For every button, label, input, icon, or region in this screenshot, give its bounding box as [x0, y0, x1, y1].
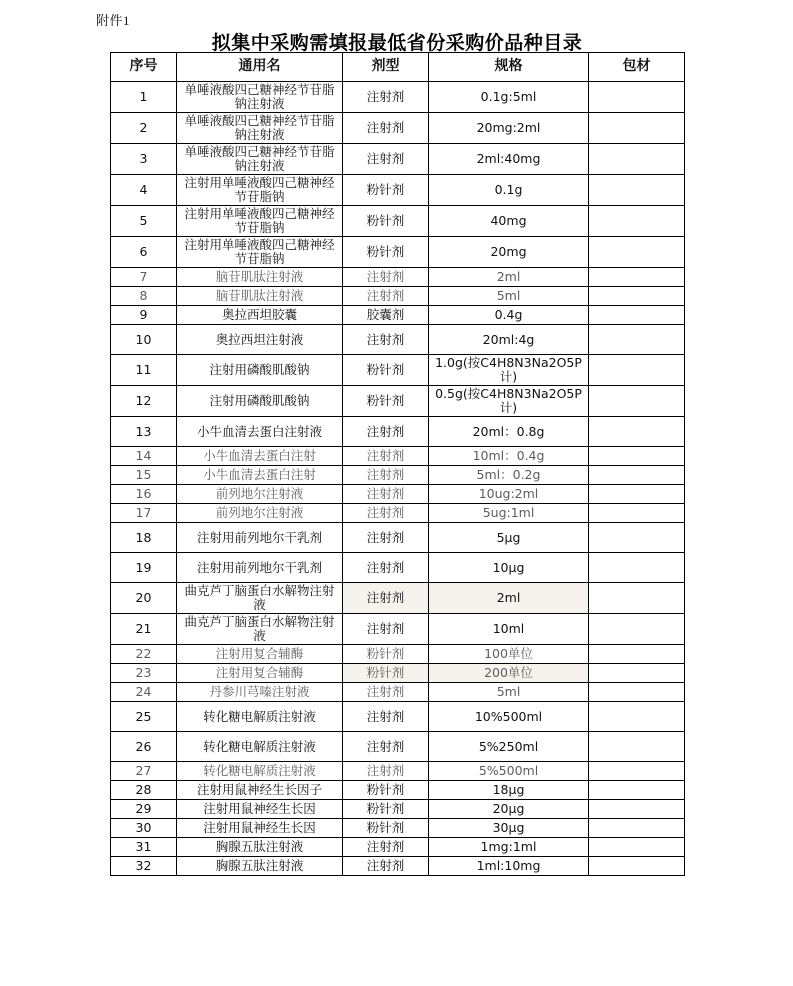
cell-dosage-form: 注射剂 — [343, 553, 429, 583]
cell-packaging — [589, 504, 685, 523]
cell-serial-number: 8 — [111, 287, 177, 306]
cell-specification: 20μg — [429, 800, 589, 819]
cell-specification: 18μg — [429, 781, 589, 800]
cell-specification: 10ml — [429, 614, 589, 645]
cell-specification: 2ml — [429, 583, 589, 614]
cell-serial-number: 16 — [111, 485, 177, 504]
cell-packaging — [589, 417, 685, 447]
table-row — [111, 325, 685, 355]
cell-packaging — [589, 614, 685, 645]
cell-generic-name: 单唾液酸四己糖神经节苷脂钠注射液 — [177, 144, 343, 175]
cell-dosage-form: 粉针剂 — [343, 781, 429, 800]
table-row — [111, 447, 685, 466]
cell-generic-name: 胸腺五肽注射液 — [177, 857, 343, 876]
cell-dosage-form: 注射剂 — [343, 82, 429, 113]
cell-generic-name: 注射用单唾液酸四己糖神经节苷脂钠 — [177, 237, 343, 268]
table-row — [111, 583, 685, 614]
cell-dosage-form: 注射剂 — [343, 287, 429, 306]
column-header-dosage-form: 剂型 — [343, 53, 429, 82]
cell-specification: 10μg — [429, 553, 589, 583]
cell-generic-name: 曲克芦丁脑蛋白水解物注射液 — [177, 614, 343, 645]
cell-generic-name: 奥拉西坦注射液 — [177, 325, 343, 355]
cell-specification: 0.4g — [429, 306, 589, 325]
cell-specification: 20mg:2ml — [429, 113, 589, 144]
table-row — [111, 306, 685, 325]
table-row — [111, 175, 685, 206]
cell-generic-name: 脑苷肌肽注射液 — [177, 287, 343, 306]
cell-generic-name: 转化糖电解质注射液 — [177, 762, 343, 781]
cell-dosage-form: 注射剂 — [343, 732, 429, 762]
cell-specification: 10ml：0.4g — [429, 447, 589, 466]
cell-specification: 5μg — [429, 523, 589, 553]
column-header-no: 序号 — [111, 53, 177, 82]
cell-specification: 40mg — [429, 206, 589, 237]
cell-packaging — [589, 237, 685, 268]
cell-serial-number: 32 — [111, 857, 177, 876]
cell-serial-number: 19 — [111, 553, 177, 583]
cell-generic-name: 注射用磷酸肌酸钠 — [177, 386, 343, 417]
cell-specification: 200单位 — [429, 664, 589, 683]
cell-serial-number: 4 — [111, 175, 177, 206]
cell-specification: 0.1g — [429, 175, 589, 206]
cell-specification: 1.0g(按C4H8N3Na2O5P计) — [429, 355, 589, 386]
cell-serial-number: 11 — [111, 355, 177, 386]
cell-generic-name: 前列地尔注射液 — [177, 504, 343, 523]
table-row — [111, 466, 685, 485]
cell-dosage-form: 注射剂 — [343, 857, 429, 876]
cell-dosage-form: 粉针剂 — [343, 386, 429, 417]
cell-generic-name: 单唾液酸四己糖神经节苷脂钠注射液 — [177, 113, 343, 144]
cell-generic-name: 曲克芦丁脑蛋白水解物注射液 — [177, 583, 343, 614]
cell-generic-name: 转化糖电解质注射液 — [177, 732, 343, 762]
table-row — [111, 523, 685, 553]
cell-specification: 5ml — [429, 287, 589, 306]
cell-packaging — [589, 838, 685, 857]
cell-specification: 5ml：0.2g — [429, 466, 589, 485]
cell-dosage-form: 注射剂 — [343, 838, 429, 857]
cell-dosage-form: 注射剂 — [343, 504, 429, 523]
cell-dosage-form: 粉针剂 — [343, 819, 429, 838]
cell-generic-name: 小牛血清去蛋白注射液 — [177, 417, 343, 447]
cell-specification: 0.1g:5ml — [429, 82, 589, 113]
cell-packaging — [589, 702, 685, 732]
cell-generic-name: 小牛血清去蛋白注射 — [177, 447, 343, 466]
cell-serial-number: 5 — [111, 206, 177, 237]
cell-packaging — [589, 857, 685, 876]
cell-packaging — [589, 206, 685, 237]
table-row — [111, 683, 685, 702]
cell-packaging — [589, 781, 685, 800]
page-title: 拟集中采购需填报最低省份采购价品种目录 — [211, 32, 583, 54]
cell-packaging — [589, 664, 685, 683]
cell-dosage-form: 粉针剂 — [343, 206, 429, 237]
cell-serial-number: 10 — [111, 325, 177, 355]
cell-generic-name: 转化糖电解质注射液 — [177, 702, 343, 732]
cell-packaging — [589, 82, 685, 113]
table-row — [111, 664, 685, 683]
cell-serial-number: 15 — [111, 466, 177, 485]
table-row — [111, 355, 685, 386]
cell-packaging — [589, 523, 685, 553]
cell-serial-number: 2 — [111, 113, 177, 144]
cell-specification: 100单位 — [429, 645, 589, 664]
cell-serial-number: 30 — [111, 819, 177, 838]
cell-generic-name: 单唾液酸四己糖神经节苷脂钠注射液 — [177, 82, 343, 113]
cell-packaging — [589, 485, 685, 504]
cell-generic-name: 丹参川芎嗪注射液 — [177, 683, 343, 702]
cell-dosage-form: 粉针剂 — [343, 800, 429, 819]
cell-packaging — [589, 645, 685, 664]
table-row — [111, 838, 685, 857]
cell-packaging — [589, 762, 685, 781]
cell-generic-name: 注射用磷酸肌酸钠 — [177, 355, 343, 386]
cell-specification: 20mg — [429, 237, 589, 268]
cell-dosage-form: 粉针剂 — [343, 175, 429, 206]
cell-specification: 10ug:2ml — [429, 485, 589, 504]
cell-serial-number: 20 — [111, 583, 177, 614]
cell-packaging — [589, 732, 685, 762]
cell-specification: 5%250ml — [429, 732, 589, 762]
cell-serial-number: 14 — [111, 447, 177, 466]
cell-serial-number: 26 — [111, 732, 177, 762]
cell-generic-name: 注射用前列地尔干乳剂 — [177, 523, 343, 553]
cell-dosage-form: 粉针剂 — [343, 645, 429, 664]
cell-serial-number: 27 — [111, 762, 177, 781]
cell-serial-number: 9 — [111, 306, 177, 325]
table-row — [111, 819, 685, 838]
cell-specification: 2ml — [429, 268, 589, 287]
cell-dosage-form: 粉针剂 — [343, 664, 429, 683]
cell-packaging — [589, 325, 685, 355]
cell-serial-number: 17 — [111, 504, 177, 523]
cell-serial-number: 18 — [111, 523, 177, 553]
table-row — [111, 113, 685, 144]
cell-specification: 5ug:1ml — [429, 504, 589, 523]
cell-serial-number: 24 — [111, 683, 177, 702]
cell-dosage-form: 胶囊剂 — [343, 306, 429, 325]
cell-generic-name: 前列地尔注射液 — [177, 485, 343, 504]
cell-dosage-form: 注射剂 — [343, 683, 429, 702]
cell-serial-number: 25 — [111, 702, 177, 732]
cell-generic-name: 注射用鼠神经生长因 — [177, 800, 343, 819]
cell-dosage-form: 注射剂 — [343, 447, 429, 466]
cell-specification: 10%500ml — [429, 702, 589, 732]
table-row — [111, 268, 685, 287]
cell-dosage-form: 注射剂 — [343, 325, 429, 355]
cell-serial-number: 3 — [111, 144, 177, 175]
cell-dosage-form: 注射剂 — [343, 583, 429, 614]
cell-specification: 20ml:4g — [429, 325, 589, 355]
cell-serial-number: 12 — [111, 386, 177, 417]
cell-dosage-form: 注射剂 — [343, 268, 429, 287]
table-header-row — [111, 53, 685, 82]
cell-generic-name: 注射用鼠神经生长因 — [177, 819, 343, 838]
table-row — [111, 732, 685, 762]
cell-specification: 30μg — [429, 819, 589, 838]
cell-specification: 1ml:10mg — [429, 857, 589, 876]
table-row — [111, 287, 685, 306]
cell-dosage-form: 粉针剂 — [343, 355, 429, 386]
cell-generic-name: 注射用复合辅酶 — [177, 645, 343, 664]
cell-packaging — [589, 175, 685, 206]
cell-packaging — [589, 386, 685, 417]
cell-serial-number: 13 — [111, 417, 177, 447]
cell-serial-number: 31 — [111, 838, 177, 857]
cell-packaging — [589, 113, 685, 144]
column-header-specification: 规格 — [429, 53, 589, 82]
cell-serial-number: 6 — [111, 237, 177, 268]
cell-serial-number: 1 — [111, 82, 177, 113]
table-row — [111, 702, 685, 732]
cell-dosage-form: 注射剂 — [343, 144, 429, 175]
cell-serial-number: 7 — [111, 268, 177, 287]
cell-dosage-form: 注射剂 — [343, 614, 429, 645]
column-header-generic-name: 通用名 — [177, 53, 343, 82]
cell-generic-name: 脑苷肌肽注射液 — [177, 268, 343, 287]
cell-specification: 20ml：0.8g — [429, 417, 589, 447]
cell-packaging — [589, 287, 685, 306]
cell-dosage-form: 注射剂 — [343, 113, 429, 144]
cell-packaging — [589, 447, 685, 466]
table-row — [111, 800, 685, 819]
cell-serial-number: 21 — [111, 614, 177, 645]
cell-generic-name: 注射用单唾液酸四己糖神经节苷脂钠 — [177, 206, 343, 237]
cell-packaging — [589, 144, 685, 175]
cell-specification: 2ml:40mg — [429, 144, 589, 175]
table-row — [111, 781, 685, 800]
procurement-catalog-table — [110, 52, 685, 876]
cell-generic-name: 注射用前列地尔干乳剂 — [177, 553, 343, 583]
cell-dosage-form: 注射剂 — [343, 702, 429, 732]
cell-dosage-form: 注射剂 — [343, 485, 429, 504]
cell-packaging — [589, 306, 685, 325]
cell-generic-name: 注射用复合辅酶 — [177, 664, 343, 683]
cell-packaging — [589, 355, 685, 386]
cell-specification: 5ml — [429, 683, 589, 702]
table-body — [111, 82, 685, 876]
table-row — [111, 144, 685, 175]
table-row — [111, 206, 685, 237]
table-row — [111, 645, 685, 664]
cell-specification: 5%500ml — [429, 762, 589, 781]
table-row — [111, 762, 685, 781]
table-row — [111, 417, 685, 447]
cell-packaging — [589, 583, 685, 614]
cell-packaging — [589, 268, 685, 287]
table-row — [111, 237, 685, 268]
cell-dosage-form: 粉针剂 — [343, 237, 429, 268]
cell-dosage-form: 注射剂 — [343, 762, 429, 781]
cell-generic-name: 注射用单唾液酸四己糖神经节苷脂钠 — [177, 175, 343, 206]
table-row — [111, 857, 685, 876]
table-row — [111, 553, 685, 583]
cell-dosage-form: 注射剂 — [343, 523, 429, 553]
cell-serial-number: 29 — [111, 800, 177, 819]
table-row — [111, 485, 685, 504]
table-row — [111, 614, 685, 645]
table-row — [111, 504, 685, 523]
cell-packaging — [589, 819, 685, 838]
cell-generic-name: 胸腺五肽注射液 — [177, 838, 343, 857]
table-row — [111, 82, 685, 113]
cell-serial-number: 23 — [111, 664, 177, 683]
attachment-label: 附件1 — [96, 13, 131, 28]
cell-dosage-form: 注射剂 — [343, 466, 429, 485]
cell-packaging — [589, 553, 685, 583]
cell-packaging — [589, 683, 685, 702]
cell-specification: 0.5g(按C4H8N3Na2O5P计) — [429, 386, 589, 417]
cell-serial-number: 22 — [111, 645, 177, 664]
cell-packaging — [589, 466, 685, 485]
table-row — [111, 386, 685, 417]
cell-packaging — [589, 800, 685, 819]
cell-dosage-form: 注射剂 — [343, 417, 429, 447]
cell-specification: 1mg:1ml — [429, 838, 589, 857]
cell-serial-number: 28 — [111, 781, 177, 800]
cell-generic-name: 注射用鼠神经生长因子 — [177, 781, 343, 800]
column-header-packaging: 包材 — [589, 53, 685, 82]
cell-generic-name: 小牛血清去蛋白注射 — [177, 466, 343, 485]
cell-generic-name: 奥拉西坦胶囊 — [177, 306, 343, 325]
